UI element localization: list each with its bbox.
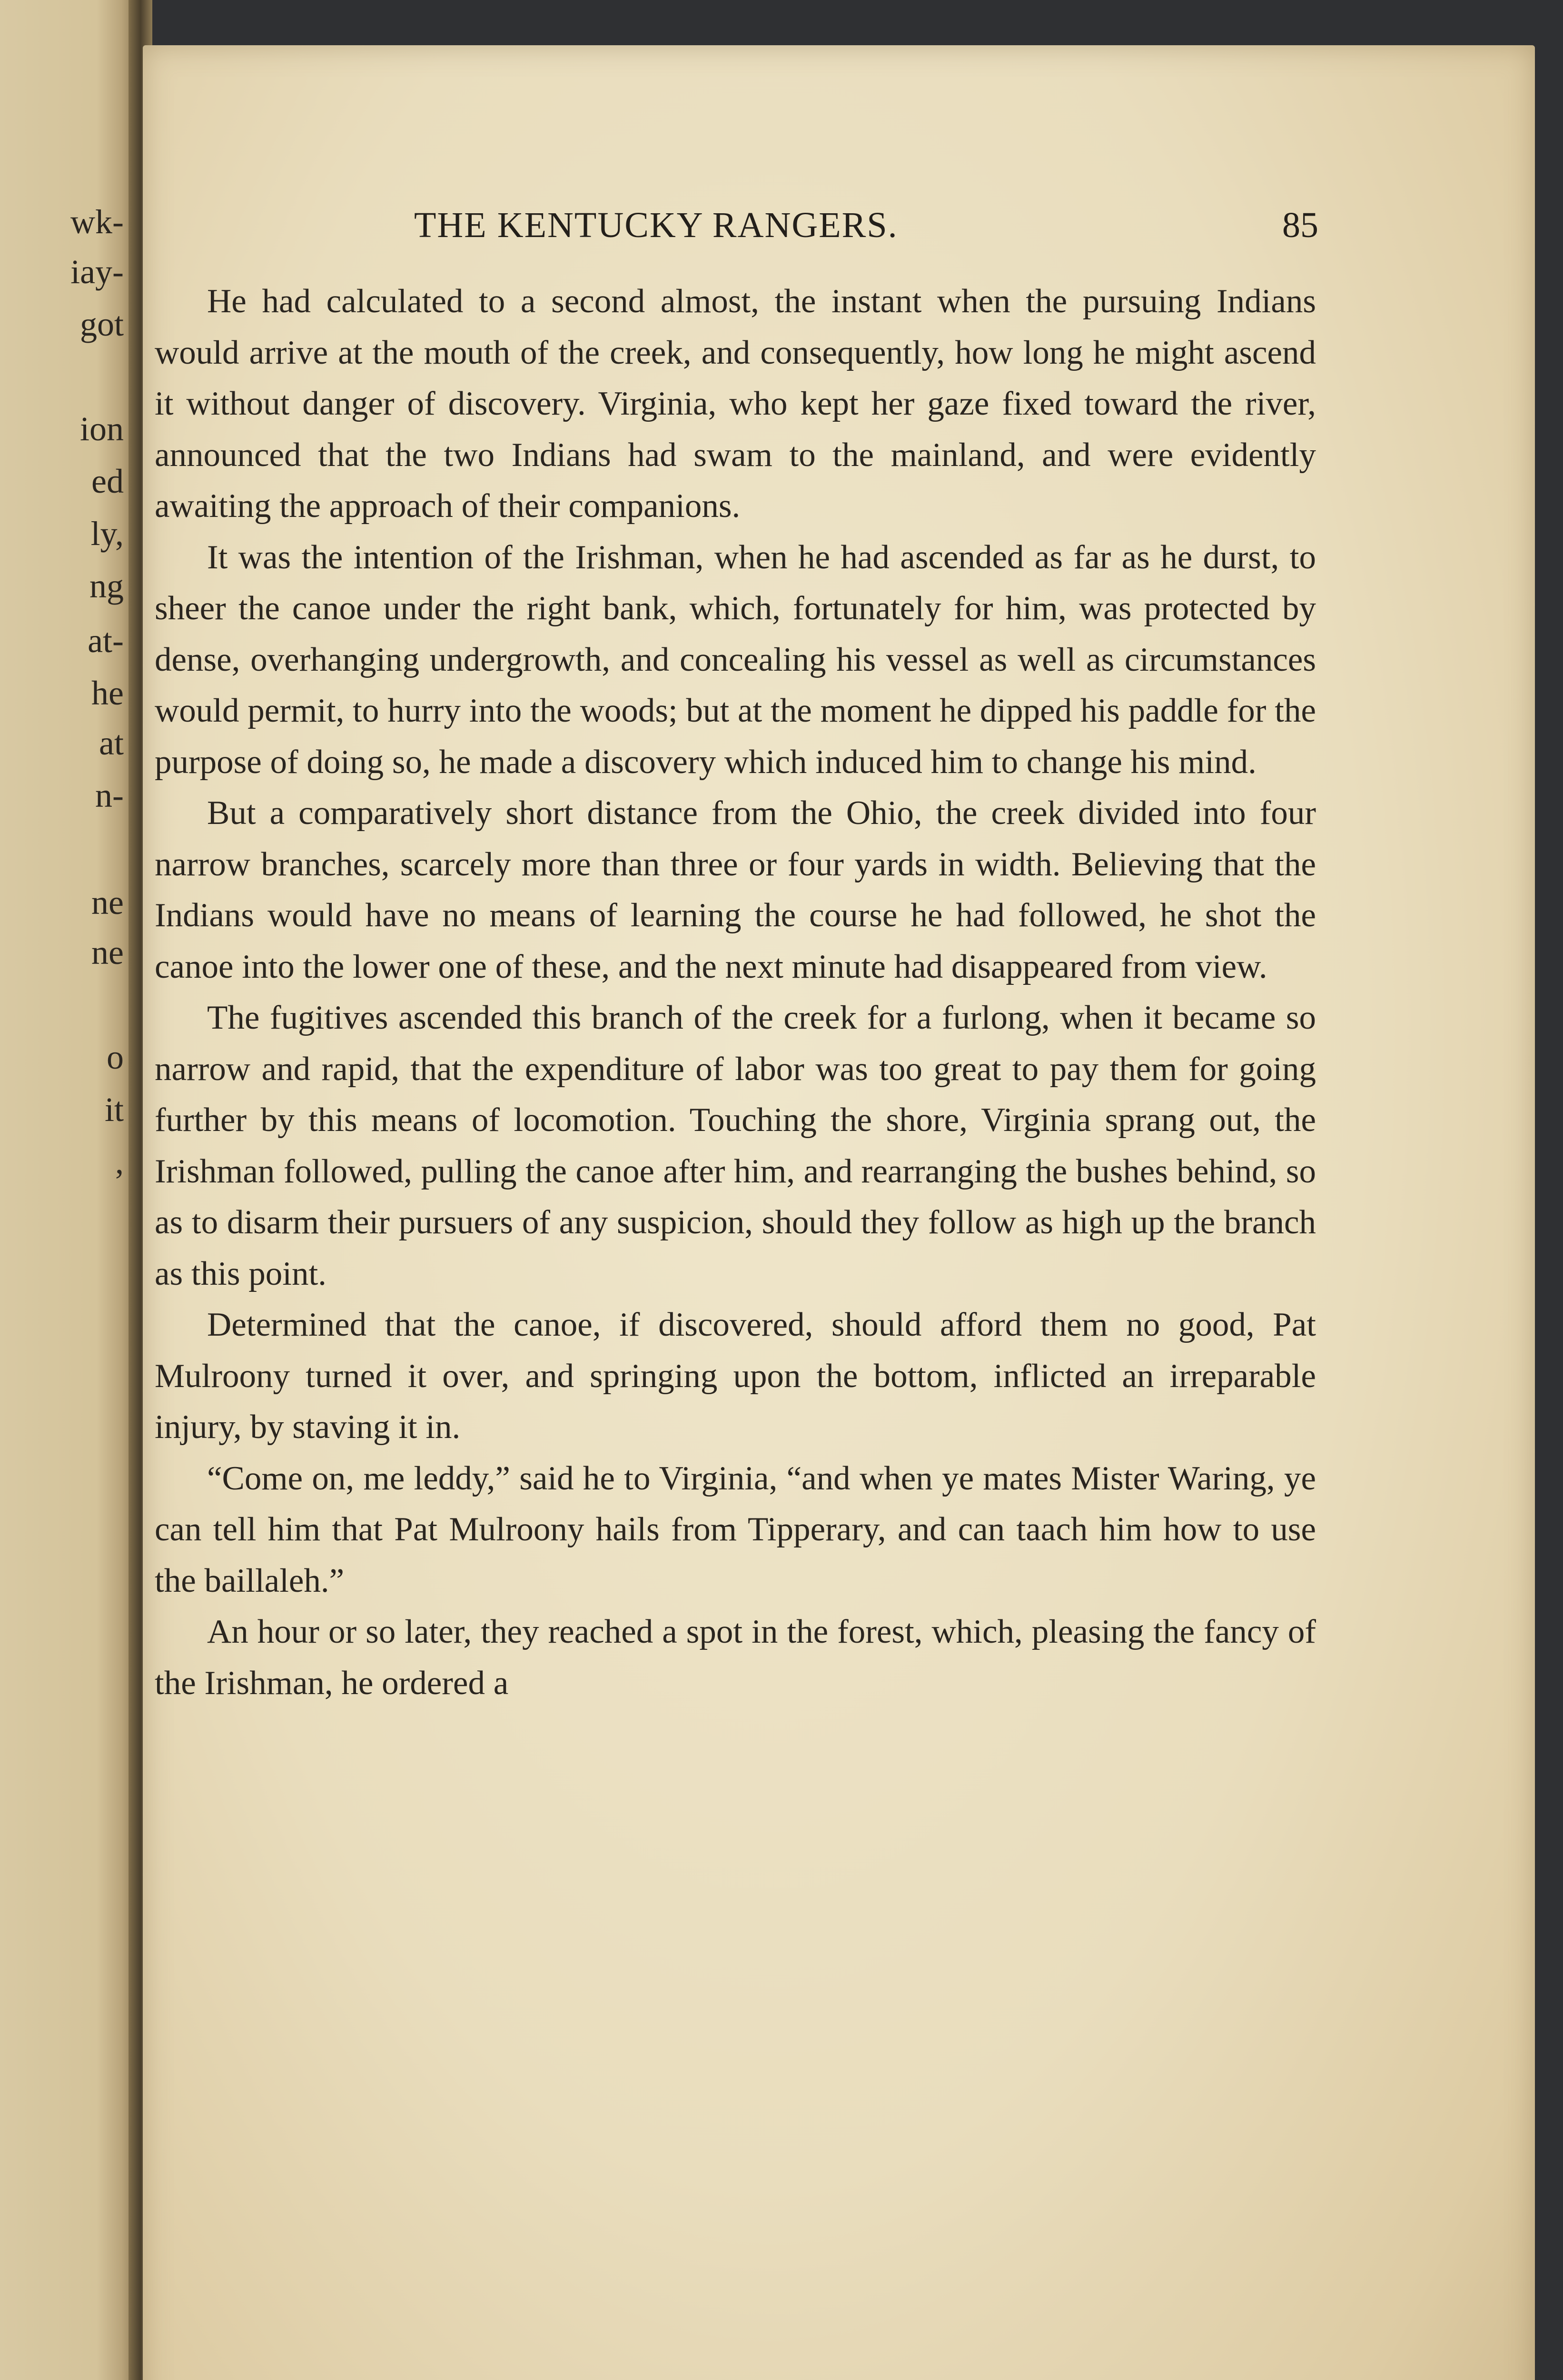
paragraph: He had calculated to a second almost, the instant when the pursuing Indians would arrive at the mouth of the creek, and consequently, how long he might ascend it without danger of discovery. Virginia, who kept her gaze fixed toward the river, announced that the two Indians had swam to the mainland, and were evidently awaiting the approach of their companions.	[155, 283, 1316, 525]
running-head: THE KENTUCKY RANGERS.	[414, 205, 898, 245]
left-page-fragment: ed	[91, 462, 124, 500]
left-page-fragment: at	[99, 724, 124, 762]
paragraph: An hour or so later, they reached a spot in the forest, which, pleasing the fancy of the Irishman, he ordered a	[155, 1613, 1316, 1702]
left-page-fragment: ion	[79, 410, 124, 448]
paragraph: But a comparatively short distance from the Ohio, the creek divided into four narrow branches, scarcely more than three or four yards in width. Believing that the Indians would have no means of learning the course he had followed, he shot the canoe into the lower one of these, and the next minute had disappeared from view.	[155, 794, 1316, 985]
left-page-fragment: got	[79, 305, 124, 343]
left-page-fragment: iay-	[70, 253, 124, 291]
paragraph: It was the intention of the Irishman, when he had ascended as far as he durst, to sheer the canoe under the right bank, which, fortunately for him, was protected by dense, overhanging undergrowth, and concealing his vessel as well as circumstances would permit, to hurry into the woods; but at the moment he dipped his paddle for the purpose of doing so, he made a discovery which induced him to change his mind.	[155, 538, 1316, 781]
paragraph: “Come on, me leddy,” said he to Virginia, “and when ye mates Mister Waring, ye can tell him that Pat Mulroony hails from Tipperary, and can taach him how to use the baillaleh.”	[155, 1459, 1316, 1599]
left-page-fragment: n-	[95, 776, 124, 814]
left-page-fragment: it	[104, 1091, 124, 1129]
left-page-fragment: wk-	[70, 203, 124, 241]
body-text	[155, 276, 1316, 1709]
left-facing-page-edge	[0, 0, 138, 2380]
left-page-fragment: at-	[88, 622, 124, 660]
left-page-fragment: ,	[115, 1143, 124, 1181]
left-page-fragment: ng	[89, 567, 124, 605]
left-page-fragment: ne	[91, 933, 124, 972]
left-page-fragment: o	[107, 1038, 124, 1076]
page-number: 85	[1282, 205, 1318, 245]
left-page-fragment: ne	[91, 883, 124, 922]
paragraph: The fugitives ascended this branch of the creek for a furlong, when it became so narrow and rapid, that the expenditure of labor was too great to pay them for going further by this means of locomotion. Touching the shore, Virginia sprang out, the Irishman followed, pulling the canoe after him, and rearranging the bushes behind, so as to disarm their pursuers of any suspicion, should they follow as high up the branch as this point.	[155, 999, 1316, 1292]
paragraph: Determined that the canoe, if discovered, should afford them no good, Pat Mulroony turned it over, and springing upon the bottom, inflicted an irreparable injury, by staving it in.	[155, 1306, 1316, 1446]
left-page-fragment: he	[91, 674, 124, 712]
left-page-fragment: ly,	[90, 515, 124, 553]
page-header	[271, 205, 1318, 246]
